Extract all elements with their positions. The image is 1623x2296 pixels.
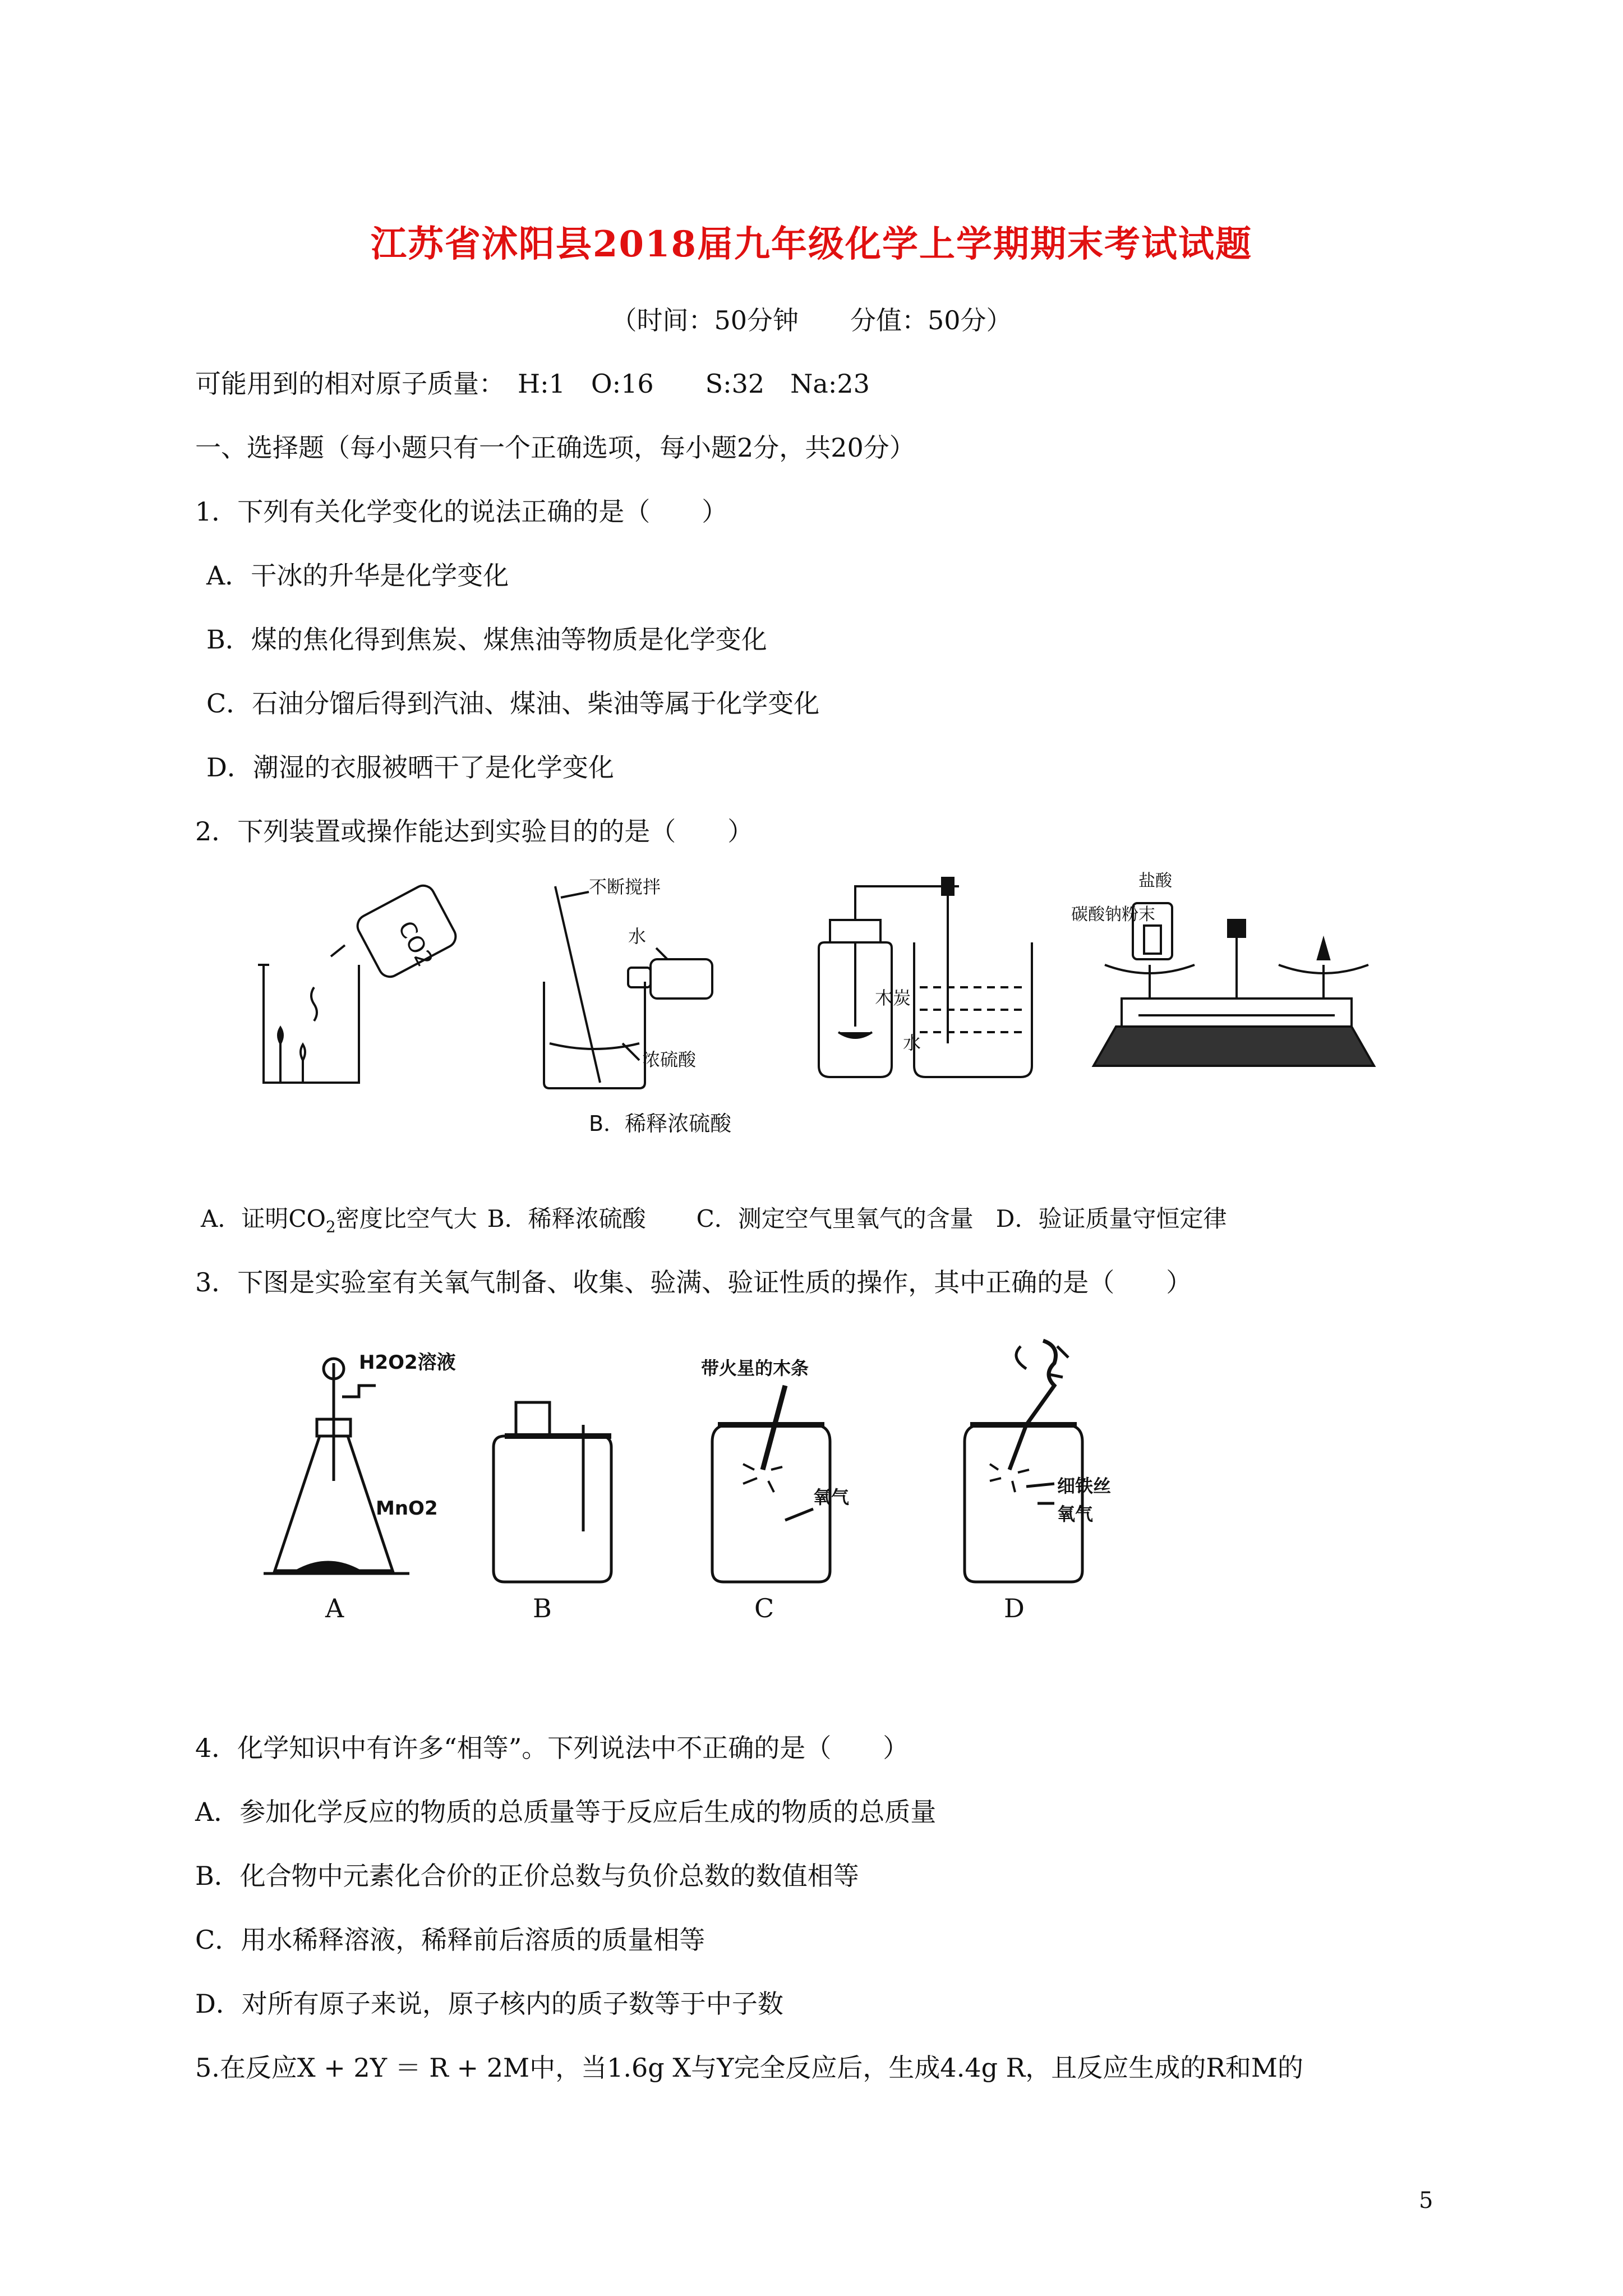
q4-option-c: C．用水稀释溶液，稀释前后溶质的质量相等 <box>195 1925 706 1955</box>
q1-option-a: A．干冰的升华是化学变化 <box>206 560 509 591</box>
q2-figure-b <box>527 875 785 1099</box>
time-score: （时间：50分钟 分值：50分） <box>611 305 1012 335</box>
q1-option-c: C．石油分馏后得到汽油、煤油、柴油等属于化学变化 <box>206 688 820 719</box>
q4-option-a: A．参加化学反应的物质的总质量等于反应后生成的物质的总质量 <box>195 1797 937 1827</box>
q3-figure-b <box>482 1391 651 1593</box>
q2-option-c: C．测定空气里氧气的含量 <box>696 1205 974 1232</box>
charcoal-label: 木炭 <box>875 987 911 1009</box>
q3-figure-d <box>953 1335 1178 1593</box>
q2-option-a: A．证明$CO_2$密度比空气大 <box>201 1205 477 1236</box>
q2-figure-d <box>1071 864 1419 1077</box>
co2-label: CO2 <box>393 917 438 972</box>
q3-label-a: A <box>325 1593 344 1623</box>
h2o2-label: H2O2溶液 <box>359 1351 456 1374</box>
q4-option-d: D．对所有原子来说，原子核内的质子数等于中子数 <box>195 1989 783 2019</box>
q2-figure-a <box>247 875 482 1099</box>
oxygen-label-c: 氧气 <box>813 1487 850 1508</box>
iron-wire-label: 细铁丝 <box>1057 1475 1112 1497</box>
atomic-mass: 可能用到的相对原子质量： H:1 O:16 S:32 Na:23 <box>195 369 870 399</box>
q4-option-b: B．化合物中元素化合价的正价总数与负价总数的数值相等 <box>195 1861 859 1891</box>
q3-figure-a <box>264 1346 477 1588</box>
na2co3-label: 碳酸钠粉末 <box>1071 905 1155 924</box>
q2-options <box>201 1200 1227 1236</box>
q2-figure-b-caption: B．稀释浓硫酸 <box>589 1111 732 1136</box>
page-number: 5 <box>1419 2188 1433 2214</box>
water-label: 水 <box>628 926 647 947</box>
hcl-label: 盐酸 <box>1138 871 1172 891</box>
oxygen-label-d: 氧气 <box>1057 1503 1094 1525</box>
q4-stem: 4．化学知识中有许多“相等”。下列说法中不正确的是（ ） <box>195 1733 909 1763</box>
q3-label-d: D <box>1004 1593 1025 1623</box>
q1-option-b: B．煤的焦化得到焦炭、煤焦油等物质是化学变化 <box>206 624 767 655</box>
splint-label: 带火星的木条 <box>701 1358 809 1379</box>
q2-option-d: D．验证质量守恒定律 <box>995 1205 1227 1232</box>
q3-label-c: C <box>754 1593 774 1623</box>
water2-label: 水 <box>903 1032 921 1053</box>
conc-acid-label: 浓硫酸 <box>642 1049 697 1070</box>
q2-figure-c <box>808 875 1066 1088</box>
page-title: 江苏省沭阳县2018届九年级化学上学期期末考试试题 <box>370 223 1253 265</box>
section-heading: 一、选择题（每小题只有一个正确选项，每小题2分，共20分） <box>195 432 915 463</box>
q1-option-d: D．潮湿的衣服被晒干了是化学变化 <box>206 752 614 783</box>
q2-option-b: B．稀释浓硫酸 <box>487 1205 646 1232</box>
mno2-label: MnO2 <box>376 1497 438 1520</box>
q3-figure-c <box>701 1358 897 1593</box>
q2-stem: 2．下列装置或操作能达到实验目的的是（ ） <box>195 816 754 846</box>
q3-stem: 3．下图是实验室有关氧气制备、收集、验满、验证性质的操作，其中正确的是（ ） <box>195 1267 1192 1297</box>
stir-label: 不断搅拌 <box>589 876 661 898</box>
q1-stem: 1．下列有关化学变化的说法正确的是（ ） <box>195 496 728 527</box>
q5-stem: 5.在反应X + 2Y ＝ R + 2M中，当1.6g X与Y完全反应后，生成4.4g R，且反应生成的R和M的 <box>195 2053 1304 2083</box>
q3-label-b: B <box>533 1593 552 1623</box>
